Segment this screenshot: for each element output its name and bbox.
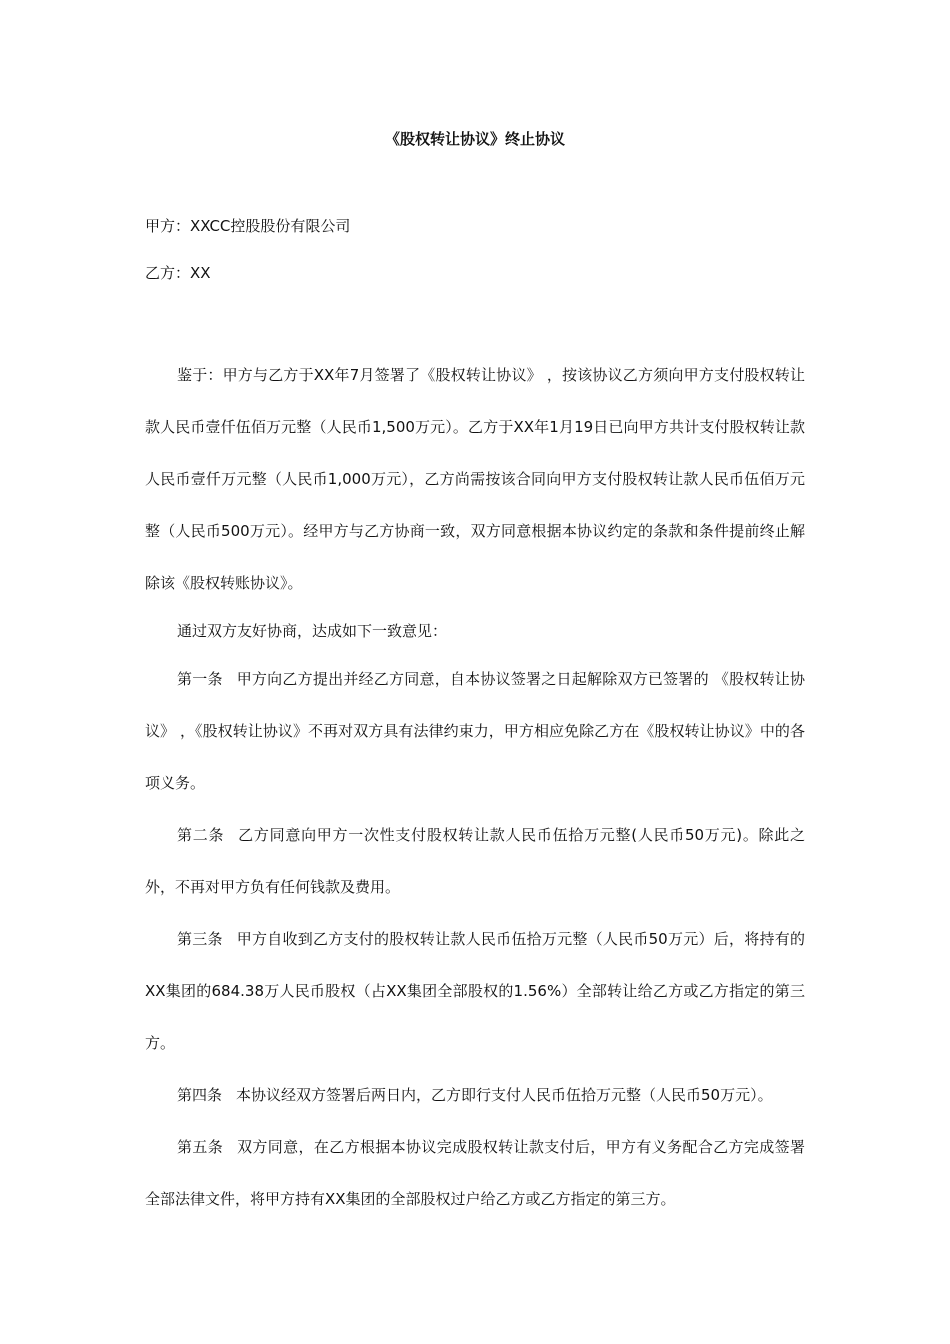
clause-text: 本协议经双方签署后两日内，乙方即行支付人民币伍拾万元整（人民币50万元）。 bbox=[236, 1086, 773, 1104]
clause-text: 乙方同意向甲方一次性支付股权转让款人民币伍拾万元整(人民币50万元)。除此之外，不再对甲方负有任何钱款及费用。 bbox=[145, 826, 805, 896]
document-title: 《股权转让协议》终止协议 bbox=[384, 130, 565, 148]
clause-label: 第五条 bbox=[177, 1138, 224, 1156]
party-b: 乙方：XX bbox=[145, 264, 211, 282]
clause-text: 双方同意，在乙方根据本协议完成股权转让款支付后，甲方有义务配合乙方完成签署全部法律文件，将甲方持有XX集团的全部股权过户给乙方或乙方指定的第三方。 bbox=[145, 1138, 805, 1208]
clause-label: 第三条 bbox=[177, 930, 223, 948]
document-body bbox=[145, 349, 805, 1225]
clause-4 bbox=[145, 1069, 805, 1121]
clause-label: 第四条 bbox=[177, 1086, 223, 1104]
clause-1 bbox=[145, 653, 805, 809]
clause-3 bbox=[145, 913, 805, 1069]
clause-5 bbox=[145, 1121, 805, 1225]
clause-text: 甲方向乙方提出并经乙方同意，自本协议签署之日起解除双方已签署的 《股权转让协议》 ，《股权转让协议》不再对双方具有法律约束力，甲方相应免除乙方在《股权转让协议》中的各项义务。 bbox=[145, 670, 805, 792]
clause-text: 甲方自收到乙方支付的股权转让款人民币伍拾万元整（人民币50万元）后，将持有的XX集团的684.38万人民币股权（占XX集团全部股权的1.56%）全部转让给乙方或乙方指定的第三方。 bbox=[145, 930, 805, 1052]
intro-paragraph: 通过双方友好协商，达成如下一致意见： bbox=[177, 622, 448, 640]
clause-2 bbox=[145, 809, 805, 913]
clause-label: 第二条 bbox=[177, 826, 225, 844]
party-a: 甲方：XXCC控股股份有限公司 bbox=[145, 217, 351, 235]
recital-paragraph: 鉴于：甲方与乙方于XX年7月签署了《股权转让协议》 ，按该协议乙方须向甲方支付股权转让款人民币壹仟伍佰万元整（人民币1,500万元）。乙方于XX年1月19日已向甲方共计支付股权转让款人民币壹仟万元整（人民币1,000万元），乙方尚需按该合同向甲方支付股权转让款人民币伍佰万元整（人民币500万元）。经甲方与乙方协商一致，双方同意根据本协议约定的条款和条件提前终止解除该《股权转账协议》。 bbox=[145, 366, 805, 592]
clause-label: 第一条 bbox=[177, 670, 223, 688]
